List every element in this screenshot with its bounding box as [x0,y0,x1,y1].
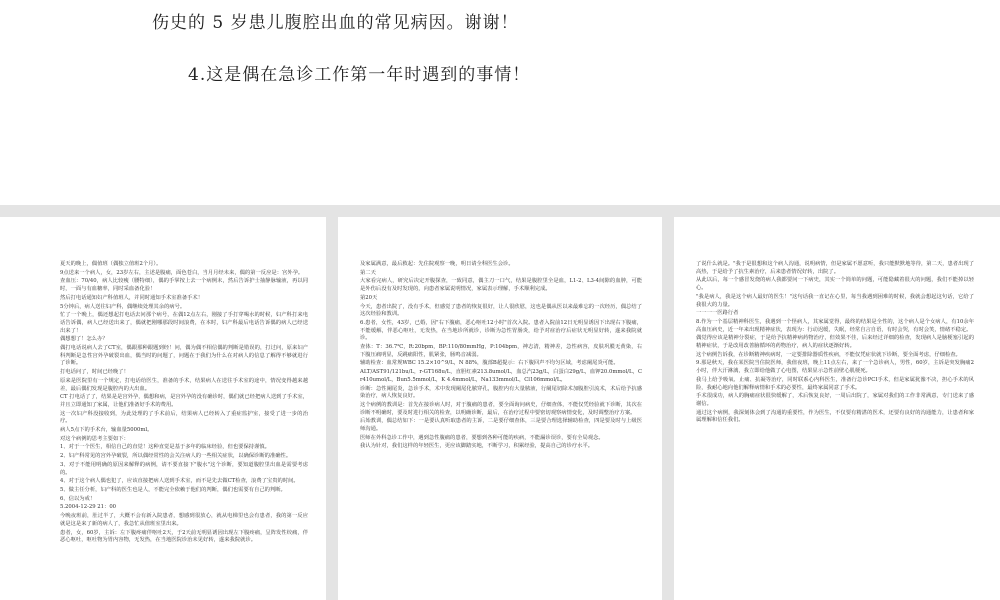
paragraph: 1、对于一个医生，相信自己的直觉！这种直觉是基于多年的临床经验，但也要保持谨慎。 [60,444,270,451]
paragraph: "我是病人，我是这个病人最好的医生！"这句话我一直记在心里，每当我遇到困难的时候，我就会想起这句话，它给了我很大的力量。 [696,293,974,308]
paragraph: 然后打电话通知妇产科值班人，并同时通知手术室准备手术！ [60,294,204,301]
document-page-column-3 [674,217,1000,600]
paragraph: 今天，患者出院了，没有手术，但感觉了患者的恢复很好，让人很欣慰，这也是偶从医以来最难忘的一次经历，偶总结了这次经验和教训。 [360,303,642,318]
paragraph: 忙了一个晚上，偶还想起打电话去问那个病号，在偶12点左右，刚接了手打穿喝水的时候，妇产科打来电话告诉偶，病人已经送出来了，偶就把刚哪那段时间浪费，在本时，妇产科最后电话告诉偶的病人已经送出来了！ [60,312,308,334]
paragraph: 查血压：70/40，病人比较瘦（腰特细），偶的手掌按上去一个病例未，然后告诉护士抽静脉输液，再以同时，一面与有血糖率，同时采血备化验！ [60,278,308,293]
paragraph: 诊断：急性阑尾炎，急诊手术，术中发现阑尾化脓穿孔，腹腔内有大量脓液，行阑尾切除术加腹腔引流术，术后给予抗感染治疗，病人恢复良好。 [360,385,642,400]
page-heading-case-4: 4.这是偶在急诊工作第一年时遇到的事情！ [188,65,531,85]
paragraph: CT 打电话了了，结果是是宫外孕，偶想和病，是宫外孕的没有确诊时，偶们就已经把病人送到了手术室，并且立即通知了家属，让他们准备好手术的费用。 [60,394,308,408]
paragraph: 原来是医院里有一个规定，打电话给医生，准备的手术，结果病人在送往手术室的途中，情况变得越来越差，最后偶们发现是腹腔内的大出血。 [60,377,308,392]
paragraph: 偶打电话说病人去了CT室，偶跟那种跟题到经！问，偶为偶不相信偶的判断是错误的，打过问，原来妇产科判断是急性宫外孕破裂出血，偶当时的问题了，问题在于我们为什么在对病人的信息了解得不够就进行了诊断。 [60,345,308,367]
paragraph: 今晚夜班前，肚过半了，大概不会有新入院患者，想感到很放心，就从电梯里也会有患者，我的第一反应就是这是来了新的病人了，我急忙从值班室里出来。 [60,513,308,527]
paragraph: 从此以后，每一个感冒发烧的病人我都要问一下病史，其实一个简单的问题，可能隐藏着很大的问题，我们不能掉以轻心。 [696,277,974,292]
paragraph: 对这个病例的思考主要如下： [60,435,129,442]
paragraph: 手术很成功，病人的胸痛症状很快缓解了，术后恢复良好，一周后出院了，家属对我们的工作非常满意，专门送来了感谢信。 [696,393,974,407]
paragraph: 打电话问了，时间已经晚了！ [60,369,129,376]
paragraph: 医师在外科急诊工作中，遇到急性腹痛的患者，要想到各种可能的疾病，不能漏诊误诊，要有全局观念。 [360,434,604,441]
page-gutter [662,217,674,600]
paragraph: 2、妇产科常见的宫外孕破裂，所以偶经常性的会关注病人的一些相关症状，以确保诊断的准确性。 [60,453,292,460]
paragraph: 第20天 [360,294,378,301]
paragraph: 偶觉得应该是精神分裂症，于是给予抗精神病药物治疗，但效果不佳，后来经过详细的检查，发现病人是脑梗塞引起的精神症状，于是改用改善脑循环的药物治疗，病人的症状逐渐好转。 [696,335,974,350]
paragraph: 8.作为一个基层精神科医生，我遇到一个怪病人，其家属觉得，最终的结果是全性的，这个病人是个女病人，有10余年高血压病史，近一年来出现精神症状，表现为：行动迟缓，失眠，经常自言自语，有时会哭，有时会笑，情绪不稳定。 [696,318,974,333]
paragraph: 这个病例告诉我，在诊断精神疾病时，一定要排除器质性疾病，不能仅凭症状就下诊断，要全面考虑，仔细检查。 [696,351,961,358]
paragraph: 大家看完病人，研究后决定开腹探查，一致同意，偶主刀一口气，结果是腹腔里全是血，L1-2、L3-4间隙的血肿，可能是外伤后没有及时发现的，向患者家属说明情况，家属表示理解，手术顺利完成。 [360,278,642,293]
paragraph: 9.那是秋天，我在某医院当住院医师，我值夜班，晚上11点左右，来了一个急诊病人，男性，60岁，主诉是突发胸痛2小时，伴大汗淋漓，我立即给他做了心电图，结果显示急性前壁心肌梗死。 [696,360,974,375]
paragraph: 6、信以为戒！ [60,495,96,502]
page-gutter [326,217,338,600]
paragraph: 通过这个病例，我深刻体会到了沟通的重要性，作为医生，不仅要有精湛的医术，还要有良好的沟通能力，让患者和家属理解和信任我们。 [696,409,974,424]
document-page-column-2 [338,217,662,600]
paragraph: 患者，女，60岁，主诉：左下腹疼痛伴呕吐2天，于2天前无明显诱因出现左下腹疼痛，呈阵发性绞痛，伴恶心呕吐，呕吐物为胃内容物，无发热，在当地医院诊治未见好转，遂来我院就诊。 [60,529,308,544]
paragraph: 4、对于这个病人偶也犯了，应该直接把病人送到手术室，而不是先去做CT检查，浪费了宝贵的时间。 [60,478,299,485]
paragraph: 这个病例的教训是：首先在接诊病人时，对于腹痛的患者，要全面询问病史，仔细查体，不能仅凭经验就下诊断，其次在诊断不明确时，要及时进行相关的检查，以明确诊断，最后，在治疗过程中要密切观察病情变化，及时调整治疗方案。 [360,401,642,416]
paragraph: 我马上给予吸氧、止痛、抗凝等治疗，同时联系心内科医生，准备行急诊PCI手术，但是家属犹豫不决，担心手术的风险，我耐心地向他们解释病情和手术的必要性，最终家属同意了手术。 [696,376,974,391]
paragraph: 夏天的晚上，偶值班（偶独立值班2个月）。 [60,261,162,267]
paragraph: 5、做主任分析，妇产科的医生也是人，不能完全依赖于他们的判断，偶们也需要有自己的判断。 [60,486,286,493]
document-page-column-1 [0,217,326,600]
paragraph: 5分钟后，病人送往妇产科，偶继续处理其余的病号。 [60,303,186,310]
paragraph: 病人5点下的手术台，输血量5000ml。 [60,427,153,434]
paragraph: 5.2004-12-29 21：00 [60,504,117,511]
paragraph: 6.患者，女性，43岁，已婚，因"右下腹痛，恶心呕吐12小时"首次入院。患者入院前12日无明显诱因下出现右下腹痛，不能缓解，伴恶心呕吐，无发热，在当地诊所就诊，诊断为急性胃肠炎，给予对症治疗后症状无明显好转，遂来我院就诊。 [360,319,642,342]
paragraph: ALT/AST91/121bu/L，r-GT168u/L，直胆红素213.8umol/L，血总汽23g/L，白蛋白29g/L，血钾20.0mmol/L，Cr410umol/L，Bun5.5mmol/L，K 4.4mmol/L，Na133mmol/L，Cl106mmol/L。 [360,369,642,383]
paragraph: 我认为针对，我们这样的年轻医生，更应该脚踏实地，不断学习，积累经验，提高自己的诊疗水平。 [360,443,594,450]
paragraph: 后始教训，偶总结如下：一是要认真听取患者的主诉，二是要仔细查体，三是要合理选择辅助检查，四是要及时与上级医师沟通。 [360,418,642,433]
paragraph: 查体：T：36.7℃，R:20bpm，BP:110/80mmHg，P:104bpm，神志清，精神差，急性病容，皮肤巩膜无黄染，右下腹压痛明显，反跳痛阳性，肌紧张，肠鸣音减弱。 [360,344,642,358]
paragraph: 3、对于不能用明确的原因来解释的病例，请不要直接下"腹水"这个诊断，要知道腹腔里出血是需要考虑的。 [60,461,308,476]
paragraph: 及家属满意，最后救起：先住院观察一晚，明日请全科医生会诊。 [360,261,514,267]
paragraph: 了说什么就是。"我于是很想和这个病人沟通，说明病情，但是家属不愿意听，我只能默默地等待，第二天，患者出现了高热，于是给予了抗生素治疗，后来患者情况好转，出院了。 [696,261,974,275]
page-gutter [0,205,1000,217]
paragraph: 辅助检查：血常规WBC 15.2×10^9/L，N 88%，腹部B超提示：右下腹回声不均匀区域，考虑阑尾炎可能。 [360,360,619,367]
paragraph: 9点送来一个病人，女，23岁左右，主述是腹痛，面色苍白，当月月经未来，偶的第一反应是：宫外孕。 [60,269,304,276]
document-page-top [0,0,1000,205]
paragraph: 一一一一医路行者 [696,310,739,317]
page-text-line: 伤史的 5 岁患儿腹腔出血的常见病因。谢谢！ [152,13,519,33]
paragraph: 第二天 [360,269,376,276]
paragraph: 这一次妇产科没接收到，为此处理的了手术前后，结果病人已经转入了重症监护室，接受了进一步的治疗。 [60,410,308,425]
paragraph: 偶想想了！怎么办？ [60,336,108,343]
